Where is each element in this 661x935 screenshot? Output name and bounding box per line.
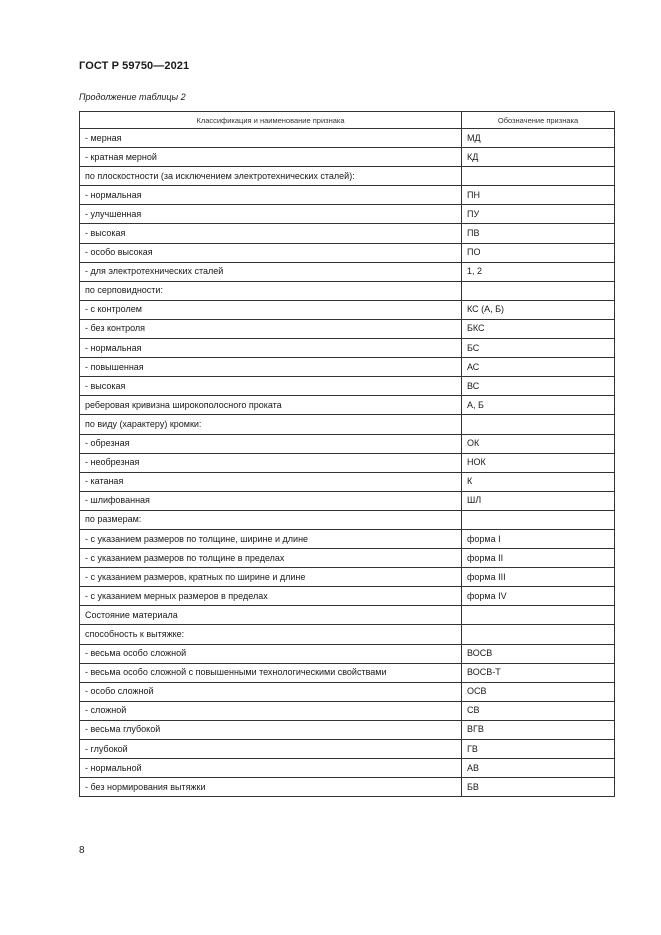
designation-cell: ВГВ <box>462 720 615 739</box>
classification-cell: - глубокой <box>80 740 462 759</box>
classification-table <box>79 111 615 797</box>
table-row <box>80 148 615 167</box>
table-row <box>80 300 615 319</box>
classification-cell: - особо высокая <box>80 243 462 262</box>
designation-cell: ГВ <box>462 740 615 759</box>
classification-cell: - улучшенная <box>80 205 462 224</box>
table-row <box>80 281 615 300</box>
designation-cell: ОК <box>462 434 615 453</box>
classification-cell: - нормальная <box>80 186 462 205</box>
classification-cell: способность к вытяжке: <box>80 625 462 644</box>
designation-cell: ПУ <box>462 205 615 224</box>
designation-cell: БВ <box>462 778 615 797</box>
table-row <box>80 339 615 358</box>
table-row <box>80 434 615 453</box>
classification-cell: - с контролем <box>80 300 462 319</box>
classification-cell: - нормальная <box>80 339 462 358</box>
classification-cell: по плоскостности (за исключением электротехнических сталей): <box>80 167 462 186</box>
table-row <box>80 549 615 568</box>
classification-cell: - для электротехнических сталей <box>80 262 462 281</box>
table-row <box>80 587 615 606</box>
table-row <box>80 759 615 778</box>
classification-cell: - катаная <box>80 472 462 491</box>
table-row <box>80 396 615 415</box>
designation-cell: ВС <box>462 377 615 396</box>
table-row <box>80 529 615 548</box>
designation-cell: форма I <box>462 529 615 548</box>
table-continuation-caption: Продолжение таблицы 2 <box>79 92 186 102</box>
designation-cell: форма II <box>462 549 615 568</box>
classification-cell: - с указанием мерных размеров в пределах <box>80 587 462 606</box>
designation-cell: АВ <box>462 759 615 778</box>
table-row <box>80 243 615 262</box>
classification-cell: - с указанием размеров, кратных по ширине и длине <box>80 568 462 587</box>
designation-cell: ПО <box>462 243 615 262</box>
classification-cell: по виду (характеру) кромки: <box>80 415 462 434</box>
document-code: ГОСТ Р 59750—2021 <box>79 60 190 72</box>
table-row <box>80 606 615 625</box>
table-row <box>80 415 615 434</box>
designation-cell <box>462 281 615 300</box>
table-row <box>80 740 615 759</box>
classification-cell: - кратная мерной <box>80 148 462 167</box>
table-row <box>80 186 615 205</box>
designation-cell: форма III <box>462 568 615 587</box>
table-row <box>80 262 615 281</box>
designation-cell: ПВ <box>462 224 615 243</box>
table-row <box>80 644 615 663</box>
designation-cell: форма IV <box>462 587 615 606</box>
classification-cell: - сложной <box>80 701 462 720</box>
designation-cell: А, Б <box>462 396 615 415</box>
designation-cell: АС <box>462 358 615 377</box>
table-row <box>80 682 615 701</box>
table-row <box>80 720 615 739</box>
designation-cell: КД <box>462 148 615 167</box>
table-header-row <box>80 112 615 129</box>
classification-cell: - с указанием размеров по толщине, ширине и длине <box>80 529 462 548</box>
designation-cell: ПН <box>462 186 615 205</box>
page-number: 8 <box>79 845 85 856</box>
designation-cell: СВ <box>462 701 615 720</box>
table-row <box>80 663 615 682</box>
classification-cell: - шлифованная <box>80 491 462 510</box>
classification-cell: - с указанием размеров по толщине в пределах <box>80 549 462 568</box>
classification-cell: - нормальной <box>80 759 462 778</box>
designation-cell <box>462 606 615 625</box>
table-row <box>80 319 615 338</box>
classification-cell: - высокая <box>80 377 462 396</box>
classification-cell: - весьма особо сложной с повышенными технологическими свойствами <box>80 663 462 682</box>
classification-cell: - без нормирования вытяжки <box>80 778 462 797</box>
classification-cell: - необрезная <box>80 453 462 472</box>
table-row <box>80 167 615 186</box>
classification-cell: - весьма глубокой <box>80 720 462 739</box>
designation-cell: ВОСВ-Т <box>462 663 615 682</box>
designation-cell <box>462 625 615 644</box>
table-row <box>80 510 615 529</box>
table-row <box>80 377 615 396</box>
classification-cell: Состояние материала <box>80 606 462 625</box>
designation-cell: МД <box>462 129 615 148</box>
table-row <box>80 358 615 377</box>
table-row <box>80 778 615 797</box>
classification-cell: - высокая <box>80 224 462 243</box>
designation-cell: КС (А, Б) <box>462 300 615 319</box>
column-header-designation: Обозначение признака <box>462 112 615 129</box>
table-row <box>80 491 615 510</box>
classification-cell: - мерная <box>80 129 462 148</box>
designation-cell: ВОСВ <box>462 644 615 663</box>
designation-cell <box>462 167 615 186</box>
column-header-classification: Классификация и наименование признака <box>80 112 462 129</box>
designation-cell: БКС <box>462 319 615 338</box>
designation-cell: НОК <box>462 453 615 472</box>
classification-cell: - особо сложной <box>80 682 462 701</box>
table-body <box>80 129 615 797</box>
designation-cell: 1, 2 <box>462 262 615 281</box>
table-row <box>80 205 615 224</box>
classification-cell: - обрезная <box>80 434 462 453</box>
table-row <box>80 453 615 472</box>
designation-cell: К <box>462 472 615 491</box>
classification-cell: - повышенная <box>80 358 462 377</box>
designation-cell <box>462 415 615 434</box>
classification-cell: - без контроля <box>80 319 462 338</box>
designation-cell <box>462 510 615 529</box>
table-row <box>80 224 615 243</box>
classification-cell: реберовая кривизна широкополосного проката <box>80 396 462 415</box>
table-row <box>80 625 615 644</box>
designation-cell: ШЛ <box>462 491 615 510</box>
classification-cell: по серповидности: <box>80 281 462 300</box>
designation-cell: БС <box>462 339 615 358</box>
table-row <box>80 568 615 587</box>
classification-cell: по размерам: <box>80 510 462 529</box>
table-row <box>80 129 615 148</box>
table-row <box>80 472 615 491</box>
table-row <box>80 701 615 720</box>
classification-cell: - весьма особо сложной <box>80 644 462 663</box>
designation-cell: ОСВ <box>462 682 615 701</box>
